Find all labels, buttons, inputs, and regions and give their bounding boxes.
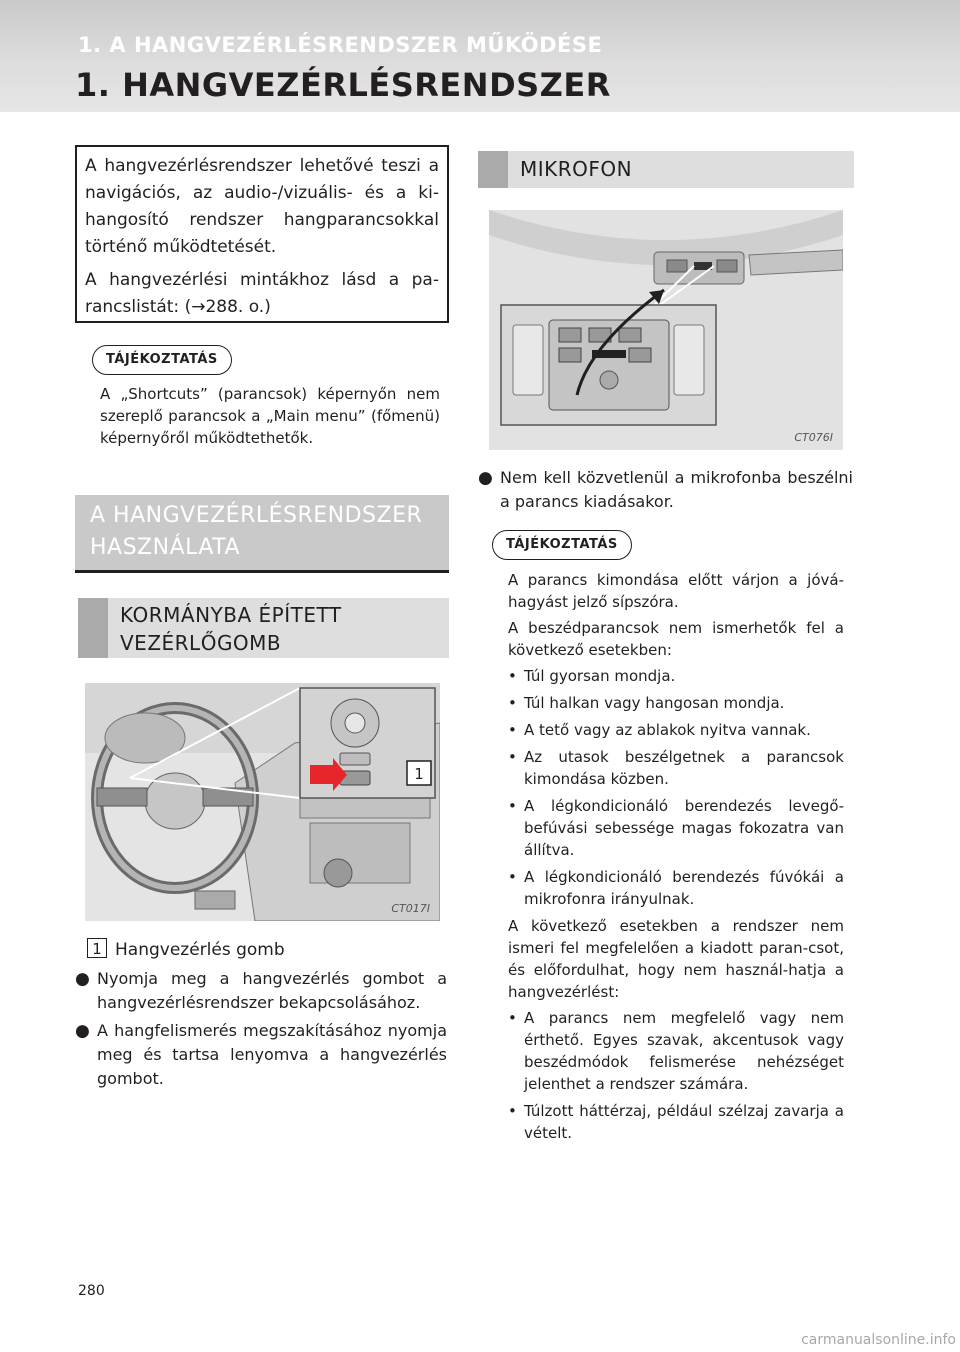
steering-subsection-label: KORMÁNYBA ÉPÍTETT VEZÉRLŐGOMB (120, 603, 342, 655)
info2-paragraph-1: A parancs kimondása előtt várjon a jóvá-hagyást jelző sípszóra. (508, 571, 844, 611)
info2-list-item: • Túl halkan vagy hangosan mondja. (508, 694, 785, 712)
subsection-bar (78, 598, 108, 658)
steering-wheel-illustration (85, 683, 440, 921)
intro-box (75, 145, 449, 323)
info2-list-item: • Túl gyorsan mondja. (508, 667, 676, 685)
info-tag-1: TÁJÉKOZTATÁS (92, 345, 232, 375)
info2-list-item: • A tető vagy az ablakok nyitva vannak. (508, 721, 811, 739)
info2-list-item: • A légkondicionáló berendezés fúvókái a mikrofonra irányulnak. (508, 868, 844, 908)
bullet-marker: ● (75, 969, 90, 989)
info-text-1: A „Shortcuts” (parancsok) képernyőn nem szereplő parancsok a „Main menu” (főmenü) képernyőről működtethetők. (100, 385, 440, 447)
info2-paragraph-3: A következő esetekben a rendszer nem ismeri fel megfelelően a kiadott paran-csot, és előfordulhat, hogy nem használ-hatja a hangvezérlést: (508, 917, 844, 1001)
legend-text: Hangvezérlés gomb (115, 940, 285, 960)
steering-wheel-figure (85, 683, 440, 921)
info2-list-item: • Túlzott háttérzaj, például szélzaj zavarja a vételt. (508, 1102, 844, 1142)
intro-paragraph-2: A hangvezérlési mintákhoz lásd a pa-rancslistát: (→288. o.) (85, 270, 439, 317)
legend (87, 938, 285, 962)
watermark: carmanualsonline.info (801, 1332, 956, 1348)
steering-subsection (78, 598, 449, 658)
bullet-marker: ● (478, 468, 493, 488)
info2-paragraph-2: A beszédparancsok nem ismerhetők fel a következő esetekben: (508, 619, 844, 659)
microphone-figure (489, 210, 843, 450)
bullet-marker: ● (75, 1021, 90, 1041)
legend-number: 1 (87, 938, 107, 958)
mic-bullet: ● Nem kell közvetlenül a mikrofonba beszélni a parancs kiadásakor. (478, 468, 853, 511)
microphone-illustration (489, 210, 843, 450)
subsection-bar (478, 151, 508, 188)
page-title: 1. HANGVEZÉRLÉSRENDSZER (75, 66, 611, 104)
section-heading: 1. A HANGVEZÉRLÉSRENDSZER MŰKÖDÉSE (78, 33, 603, 57)
steering-figure-code: CT017I (391, 902, 430, 915)
mic-subsection (478, 151, 854, 188)
figure-callout-1: 1 (414, 765, 424, 783)
usage-section-heading: A HANGVEZÉRLÉSRENDSZER HASZNÁLATA (75, 495, 449, 573)
steering-bullet-2: ● A hangfelismerés megszakításához nyomja meg és tartsa lenyomva a hangvezérlés gombot. (75, 1021, 447, 1088)
intro-paragraph-1: A hangvezérlésrendszer lehetővé teszi a navigációs, az audio-/vizuális- és a ki-hangosító rendszer hangparancsokkal történő működtetését. (85, 156, 439, 257)
info2-list-item: • A légkondicionáló berendezés levegő-befúvási sebessége magas fokozatra van állítva. (508, 797, 844, 859)
mic-subsection-label: MIKROFON (520, 157, 633, 181)
info2-list-item: • Az utasok beszélgetnek a parancsok kimondása közben. (508, 748, 844, 788)
mic-figure-code: CT076I (794, 431, 833, 444)
page-number: 280 (78, 1283, 105, 1299)
info2-list-item: • A parancs nem megfelelő vagy nem érthető. Egyes szavak, akcentusok vagy beszédmódok felismerése nehézséget jelenthet a rendszer számára. (508, 1009, 844, 1093)
info-tag-2: TÁJÉKOZTATÁS (492, 530, 632, 560)
info-text-2 (508, 569, 844, 1149)
steering-bullet-1: ● Nyomja meg a hangvezérlés gombot a hangvezérlésrendszer bekapcsolásához. (75, 969, 447, 1012)
